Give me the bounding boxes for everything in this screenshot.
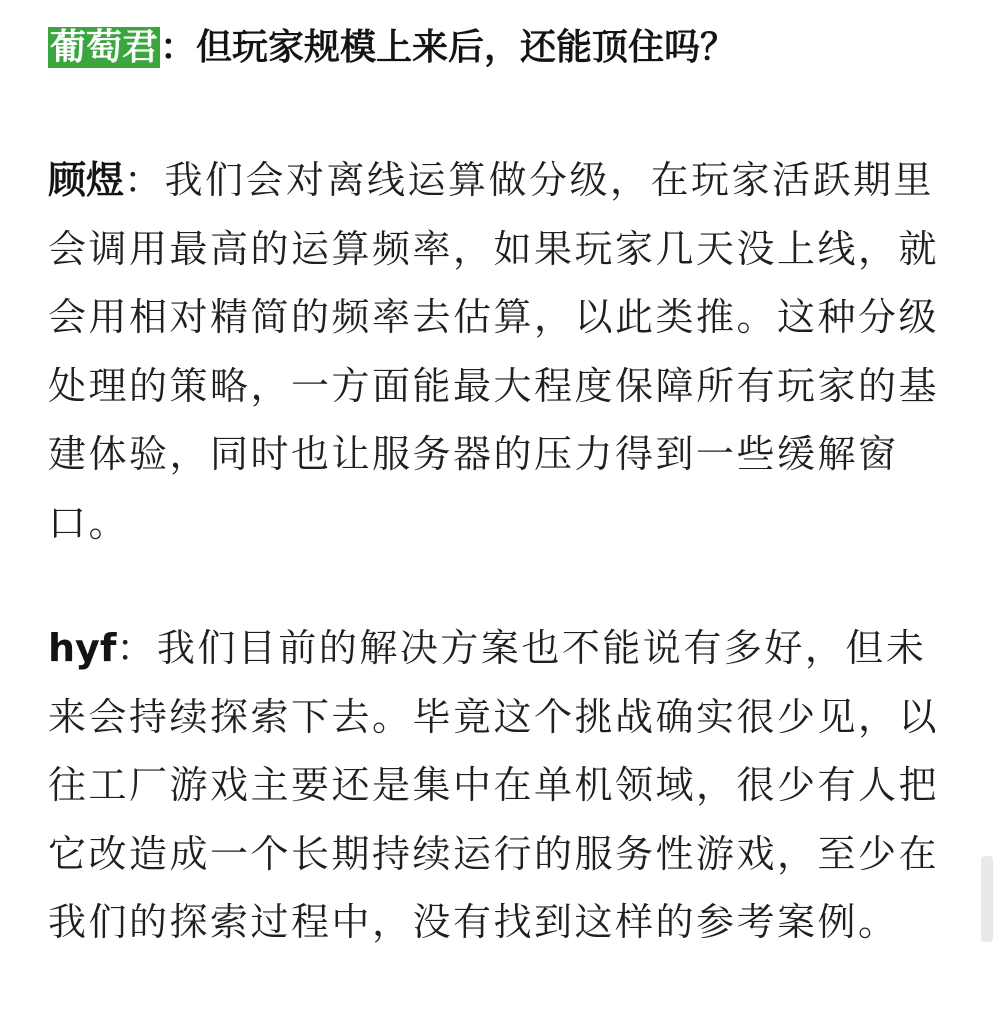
answer-text: 我们目前的解决方案也不能说有多好，但未来会持续探索下去。毕竟这个挑战确实很少见，以往工厂游戏主要还是集中在单机领域，很少有人把它改造成一个长期持续运行的服务性游戏，至少在我们的探索过程中，没有找到这样的参考案例。 [48, 626, 940, 944]
scrollbar-thumb[interactable] [981, 856, 993, 942]
answer-text: 我们会对离线运算做分级，在玩家活跃期里会调用最高的运算频率，如果玩家几天没上线，就会用相对精简的频率去估算，以此类推。这种分级处理的策略，一方面能最大程度保障所有玩家的基建体验，同时也让服务器的压力得到一些缓解窗口。 [48, 158, 940, 545]
answer-separator: ： [124, 158, 165, 202]
question-separator: ： [160, 27, 197, 68]
answer-paragraph [48, 146, 948, 557]
interviewer-question [48, 18, 948, 78]
answer-speaker-name: hyf [48, 626, 117, 670]
answer-paragraph [48, 614, 948, 957]
interviewer-name-highlight: 葡萄君 [50, 27, 159, 68]
question-text: 但玩家规模上来后，还能顶住吗？ [196, 27, 737, 68]
answer-separator: ： [116, 626, 157, 670]
answer-speaker-name: 顾煜 [48, 158, 125, 202]
article-body [48, 18, 948, 944]
